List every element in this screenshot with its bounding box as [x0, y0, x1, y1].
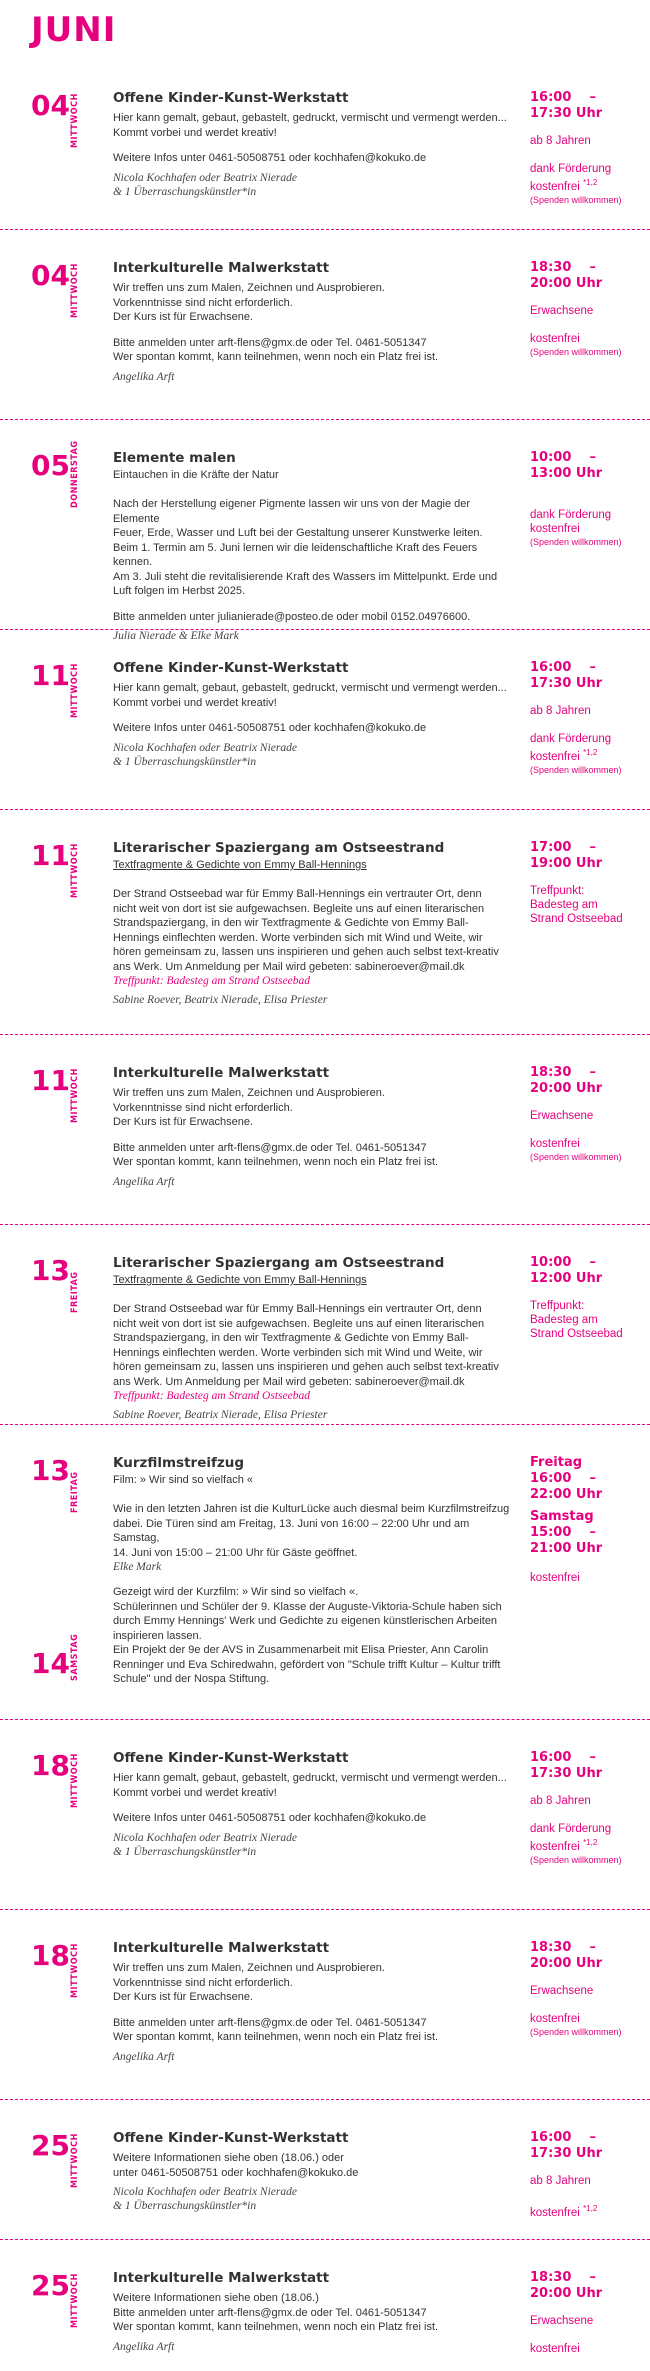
- event-author: Nicola Kochhafen oder Beatrix Nierade: [113, 1831, 297, 1844]
- event-content: [113, 1255, 513, 1422]
- donation-note: (Spenden willkommen): [530, 347, 622, 357]
- funding-note: dank Förderung: [530, 1823, 612, 1835]
- weekday-label: MITTWOCH: [70, 663, 80, 718]
- event-author: Nicola Kochhafen oder Beatrix Nierade: [113, 741, 297, 754]
- event-time: 16:00 – 17:30 Uhr: [530, 2130, 603, 2161]
- event-text-line: Strandspaziergang, in den wir Textfragmente & Gedichte von Emmy Ball-: [113, 917, 469, 929]
- side-note: Treffpunkt:: [530, 885, 585, 897]
- event-sidebar: [530, 2130, 640, 2220]
- event-subtitle: Eintauchen in die Kräfte der Natur: [113, 469, 279, 481]
- event-author: Angelika Arft: [113, 370, 175, 383]
- event-text-line: Weitere Informationen siehe oben (18.06.) oder: [113, 2152, 344, 2164]
- day-number: 05: [31, 449, 70, 482]
- event-block: [0, 60, 650, 230]
- event-author: Nicola Kochhafen oder Beatrix Nierade: [113, 171, 297, 184]
- event-sidebar: [530, 450, 640, 548]
- event-sidebar: [530, 2270, 640, 2356]
- event-text-line: Strandspaziergang, in den wir Textfragmente & Gedichte von Emmy Ball-: [113, 1332, 469, 1344]
- event-time: 10:00 – 13:00 Uhr: [530, 450, 603, 481]
- event-info-line: Wer spontan kommt, kann teilnehmen, wenn noch ein Platz frei ist.: [113, 1156, 439, 1168]
- weekday-label: MITTWOCH: [70, 263, 80, 318]
- event-text-line: Gezeigt wird der Kurzfilm: » Wir sind so vielfach «.: [113, 1586, 359, 1598]
- event-author: Angelika Arft: [113, 2050, 175, 2063]
- weekday-label: MITTWOCH: [70, 1753, 80, 1808]
- event-time: 17:00 – 19:00 Uhr: [530, 840, 603, 871]
- event-sidebar: [530, 90, 640, 206]
- event-author: & 1 Überraschungskünstler*in: [113, 1845, 257, 1858]
- event-time: 16:00 – 22:00 Uhr: [530, 1471, 603, 1502]
- event-text-line: Beim 1. Termin am 5. Juni lernen wir die leidenschaftliche Kraft des Feuers kennen.: [113, 541, 478, 568]
- event-subtitle: Textfragmente & Gedichte von Emmy Ball-Hennings: [113, 859, 367, 871]
- event-time: 16:00 – 17:30 Uhr: [530, 1750, 603, 1781]
- event-info-line: Weitere Infos unter 0461-50508751 oder kochhafen@kokuko.de: [113, 152, 427, 164]
- event-text-line: Kommt vorbei und werdet kreativ!: [113, 1786, 277, 1799]
- event-sidebar: [530, 840, 640, 926]
- event-title: Offene Kinder-Kunst-Werkstatt: [113, 660, 349, 676]
- event-text-line: Schule" und der Nospa Stiftung.: [113, 1673, 270, 1685]
- price-free-label: kostenfrei: [530, 1572, 580, 1584]
- event-time: 15:00 – 21:00 Uhr: [530, 1525, 603, 1556]
- event-title: Interkulturelle Malwerkstatt: [113, 260, 330, 276]
- event-text-line: Am 3. Juli steht die revitalisierende Kraft des Wassers im Mittelpunkt. Erde und: [113, 570, 498, 583]
- event-content: [113, 840, 513, 1007]
- event-text-line: unter 0461-50508751 oder kochhafen@kokuko.de: [113, 2166, 359, 2179]
- event-text-line: inspirieren lassen.: [113, 1629, 202, 1642]
- event-sidebar: [530, 1940, 640, 2038]
- side-note: Erwachsene: [530, 1985, 594, 1997]
- event-block: [0, 630, 650, 810]
- event-text-line: Hier kann gemalt, gebaut, gebastelt, gedruckt, vermischt und vermengt werden...: [113, 682, 507, 694]
- price-free: [530, 2012, 640, 2026]
- side-note: Badesteg am: [530, 899, 598, 911]
- price-free-label: kostenfrei: [530, 1840, 580, 1853]
- event-info-line: Wer spontan kommt, kann teilnehmen, wenn noch ein Platz frei ist.: [113, 351, 439, 363]
- event-text-line: Vorkenntnisse sind nicht erforderlich.: [113, 296, 293, 309]
- event-content: [113, 1940, 513, 2064]
- event-content: [113, 1750, 513, 1859]
- day-number: 11: [31, 1064, 70, 1097]
- side-note: Erwachsene: [530, 2315, 594, 2327]
- price-free: [530, 332, 640, 346]
- donation-note: (Spenden willkommen): [530, 194, 622, 205]
- day-label: Samstag: [530, 1509, 594, 1524]
- event-content: [113, 2270, 513, 2354]
- event-text-line: nicht weit von dort ist sie aufgewachsen. Begleite uns auf einen literarischen: [113, 902, 485, 915]
- day-number: 11: [31, 839, 70, 872]
- event-text-line: Wer spontan kommt, kann teilnehmen, wenn noch ein Platz frei ist.: [113, 2321, 439, 2333]
- weekday-label: MITTWOCH: [70, 93, 80, 148]
- side-note: Strand Ostseebad: [530, 913, 623, 925]
- event-text-line: Feuer, Erde, Wasser und Luft bei der Gestaltung unserer Kunstwerke leiten.: [113, 527, 483, 539]
- event-title: Offene Kinder-Kunst-Werkstatt: [113, 2130, 349, 2146]
- event-text-line: ans Werk. Um Anmeldung per Mail wird gebeten: sabineroever@mail.dk: [113, 960, 465, 973]
- side-note: ab 8 Jahren: [530, 135, 591, 147]
- month-heading: JUNI: [31, 10, 117, 50]
- event-text-line: nicht weit von dort ist sie aufgewachsen. Begleite uns auf einen literarischen: [113, 1317, 485, 1330]
- event-time: 16:00 – 17:30 Uhr: [530, 660, 603, 691]
- event-author: & 1 Überraschungskünstler*in: [113, 2200, 257, 2212]
- event-text-line: Nach der Herstellung eigener Pigmente lassen wir uns von der Magie der Elemente: [113, 498, 471, 525]
- footnote-marker: *1,2: [583, 748, 598, 757]
- price-free-label: kostenfrei: [530, 2343, 580, 2355]
- weekday-label: MITTWOCH: [70, 1068, 80, 1123]
- event-content: [113, 260, 513, 384]
- day-number: 18: [31, 1939, 70, 1972]
- price-free: [530, 746, 640, 764]
- event-title: Interkulturelle Malwerkstatt: [113, 1940, 330, 1956]
- day-number-second: 14: [31, 1647, 70, 1680]
- event-text-line: Der Kurs ist für Erwachsene.: [113, 311, 253, 323]
- day-number: 18: [31, 1749, 70, 1782]
- price-free-label: kostenfrei: [530, 333, 580, 345]
- event-time: 10:00 – 12:00 Uhr: [530, 1255, 603, 1286]
- day-number: 25: [31, 2129, 70, 2162]
- event-title: Offene Kinder-Kunst-Werkstatt: [113, 90, 349, 106]
- side-note: Badesteg am: [530, 1314, 598, 1326]
- event-text-line: 14. Juni von 15:00 – 21:00 Uhr für Gäste geöffnet.: [113, 1546, 358, 1559]
- event-sidebar: [530, 1455, 640, 1585]
- event-block: [0, 1720, 650, 1910]
- event-text-line: dabei. Die Türen sind am Freitag, 13. Juni von 16:00 – 22:00 Uhr und am Samstag,: [113, 1517, 470, 1544]
- event-text-line: Hennings einflechten werden. Worte verbinden sich mit Wind und Weite, wir: [113, 1346, 483, 1359]
- event-text-line: Wir treffen uns zum Malen, Zeichnen und Ausprobieren.: [113, 1962, 385, 1974]
- side-note: ab 8 Jahren: [530, 2175, 591, 2187]
- event-info-line: Weitere Infos unter 0461-50508751 oder kochhafen@kokuko.de: [113, 722, 427, 734]
- event-text-line: Renninger und Eva Schiredwahn, gefördert von "Schule trifft Kultur – Kultur trifft: [113, 1658, 501, 1671]
- side-note: Strand Ostseebad: [530, 1328, 623, 1340]
- event-sidebar: [530, 1750, 640, 1866]
- event-info-line: Bitte anmelden unter arft-flens@gmx.de oder Tel. 0461-5051347: [113, 336, 427, 349]
- event-content: [113, 450, 513, 643]
- event-text-line: hören gemeinsam zu, lassen uns inspirieren und gehen auch selbst text-kreativ: [113, 946, 499, 958]
- event-time: 18:30 – 20:00 Uhr: [530, 260, 603, 291]
- price-free-label: kostenfrei: [530, 1138, 580, 1150]
- event-time: 16:00 – 17:30 Uhr: [530, 90, 603, 121]
- event-text-line: Ein Projekt der 9e der AVS in Zusammenarbeit mit Elisa Priester, Ann Carolin: [113, 1644, 489, 1656]
- donation-note: (Spenden willkommen): [530, 1854, 622, 1865]
- event-title: Literarischer Spaziergang am Ostseestrand: [113, 840, 445, 856]
- event-info-line: Wer spontan kommt, kann teilnehmen, wenn noch ein Platz frei ist.: [113, 2031, 439, 2043]
- event-content: [113, 1065, 513, 1189]
- event-text-line: Wir treffen uns zum Malen, Zeichnen und Ausprobieren.: [113, 1087, 385, 1099]
- event-content: [113, 1455, 513, 1687]
- event-content: [113, 90, 513, 199]
- meeting-point: Treffpunkt: Badesteg am Strand Ostseebad: [113, 975, 310, 987]
- event-title: Elemente malen: [113, 450, 236, 466]
- price-free-label: kostenfrei: [530, 180, 580, 193]
- event-text-line: Der Kurs ist für Erwachsene.: [113, 1116, 253, 1128]
- event-text-line: Kommt vorbei und werdet kreativ!: [113, 696, 277, 709]
- event-sidebar: [530, 1255, 640, 1341]
- donation-note: (Spenden willkommen): [530, 2027, 622, 2037]
- event-title: Literarischer Spaziergang am Ostseestrand: [113, 1255, 445, 1271]
- footnote-marker: *1,2: [583, 178, 598, 187]
- event-text-line: ans Werk. Um Anmeldung per Mail wird gebeten: sabineroever@mail.dk: [113, 1375, 465, 1388]
- funding-note: dank Förderung: [530, 509, 612, 521]
- event-text-line: Wie in den letzten Jahren ist die KulturLücke auch diesmal beim Kurzfilmstreifzug: [113, 1503, 510, 1515]
- event-text-line: durch Emmy Hennings' Werk und Gedichte zu eigenen künstlerischen Arbeiten: [113, 1615, 498, 1627]
- price-free: [530, 176, 640, 194]
- event-text-line: Vorkenntnisse sind nicht erforderlich.: [113, 1976, 293, 1989]
- price-free: [530, 1137, 640, 1151]
- price-free: [530, 2342, 640, 2356]
- weekday-label: MITTWOCH: [70, 2273, 80, 2328]
- event-text-line: Hier kann gemalt, gebaut, gebastelt, gedruckt, vermischt und vermengt werden...: [113, 1772, 507, 1784]
- event-block: [0, 230, 650, 420]
- price-free-label: kostenfrei: [530, 2013, 580, 2025]
- weekday-label-second: SAMSTAG: [70, 1633, 80, 1681]
- event-text-line: Wir treffen uns zum Malen, Zeichnen und Ausprobieren.: [113, 282, 385, 294]
- side-note: ab 8 Jahren: [530, 705, 591, 717]
- price-free: [530, 1571, 640, 1585]
- event-text-line: Vorkenntnisse sind nicht erforderlich.: [113, 1101, 293, 1114]
- event-text-line: Bitte anmelden unter arft-flens@gmx.de oder Tel. 0461-5051347: [113, 2306, 427, 2319]
- event-info-line: Bitte anmelden unter julianierade@posteo.de oder mobil 0152.04976600.: [113, 610, 471, 623]
- event-block: [0, 2100, 650, 2240]
- weekday-label: MITTWOCH: [70, 1943, 80, 1998]
- funding-note: dank Förderung: [530, 733, 612, 745]
- event-time: 18:30 – 20:00 Uhr: [530, 1065, 603, 1096]
- event-time: 18:30 – 20:00 Uhr: [530, 2270, 603, 2301]
- event-block: [0, 1225, 650, 1425]
- event-author: Sabine Roever, Beatrix Nierade, Elisa Priester: [113, 994, 328, 1006]
- event-author: & 1 Überraschungskünstler*in: [113, 755, 257, 768]
- event-text-line: Der Strand Ostseebad war für Emmy Ball-Hennings ein vertrauter Ort, denn: [113, 1303, 482, 1315]
- event-text-line: hören gemeinsam zu, lassen uns inspirieren und gehen auch selbst text-kreativ: [113, 1361, 499, 1373]
- event-subtitle: Textfragmente & Gedichte von Emmy Ball-Hennings: [113, 1274, 367, 1286]
- event-author: & 1 Überraschungskünstler*in: [113, 185, 257, 198]
- event-block: [0, 1425, 650, 1720]
- footnote-marker: *1,2: [583, 2204, 598, 2213]
- weekday-label: DONNERSTAG: [70, 440, 80, 508]
- event-text-line: Hennings einflechten werden. Worte verbinden sich mit Wind und Weite, wir: [113, 931, 483, 944]
- event-title: Offene Kinder-Kunst-Werkstatt: [113, 1750, 349, 1766]
- event-text-line: Der Strand Ostseebad war für Emmy Ball-Hennings ein vertrauter Ort, denn: [113, 888, 482, 900]
- price-free: [530, 522, 640, 536]
- event-author: Julia Nierade & Elke Mark: [113, 630, 239, 642]
- event-block: [0, 420, 650, 642]
- weekday-label: MITTWOCH: [70, 843, 80, 898]
- side-note: Erwachsene: [530, 305, 594, 317]
- event-title: Interkulturelle Malwerkstatt: [113, 1065, 330, 1081]
- donation-note: (Spenden willkommen): [530, 1152, 622, 1162]
- event-author: Elke Mark: [113, 1561, 162, 1573]
- event-text-line: Luft folgen im Herbst 2025.: [113, 585, 246, 597]
- donation-note: (Spenden willkommen): [530, 764, 622, 775]
- event-title: Interkulturelle Malwerkstatt: [113, 2270, 330, 2286]
- price-free-label: kostenfrei: [530, 750, 580, 763]
- event-time: 18:30 – 20:00 Uhr: [530, 1940, 603, 1971]
- event-sidebar: [530, 1065, 640, 1163]
- event-content: [113, 2130, 513, 2213]
- event-text-line: Weitere Informationen siehe oben (18.06.): [113, 2292, 319, 2304]
- day-number: 13: [31, 1254, 70, 1287]
- weekday-label: FREITAG: [70, 1471, 80, 1513]
- event-text-line: Der Kurs ist für Erwachsene.: [113, 1991, 253, 2003]
- side-note: ab 8 Jahren: [530, 1795, 591, 1807]
- weekday-label: MITTWOCH: [70, 2133, 80, 2188]
- event-content: [113, 660, 513, 769]
- day-number: 13: [31, 1454, 70, 1487]
- price-free: [530, 1836, 640, 1854]
- price-free: [530, 2202, 640, 2220]
- event-text-line: Hier kann gemalt, gebaut, gebastelt, gedruckt, vermischt und vermengt werden...: [113, 112, 507, 124]
- footnote-marker: *1,2: [583, 1838, 598, 1847]
- event-info-line: Bitte anmelden unter arft-flens@gmx.de oder Tel. 0461-5051347: [113, 1141, 427, 1154]
- donation-note: (Spenden willkommen): [530, 537, 622, 547]
- event-title: Kurzfilmstreifzug: [113, 1455, 244, 1471]
- funding-note: dank Förderung: [530, 163, 612, 175]
- event-block: [0, 2240, 650, 2371]
- side-note: Erwachsene: [530, 1110, 594, 1122]
- day-label: Freitag: [530, 1455, 583, 1470]
- price-free-label: kostenfrei: [530, 2206, 580, 2219]
- meeting-point: Treffpunkt: Badesteg am Strand Ostseebad: [113, 1390, 310, 1402]
- event-author: Angelika Arft: [113, 2340, 175, 2353]
- event-subtitle: Film: » Wir sind so vielfach «: [113, 1474, 253, 1486]
- event-sidebar: [530, 260, 640, 358]
- day-number: 04: [31, 259, 70, 292]
- weekday-label: FREITAG: [70, 1271, 80, 1313]
- day-number: 25: [31, 2269, 70, 2302]
- event-author: Sabine Roever, Beatrix Nierade, Elisa Priester: [113, 1409, 328, 1421]
- event-text-line: Kommt vorbei und werdet kreativ!: [113, 126, 277, 139]
- side-note: Treffpunkt:: [530, 1300, 585, 1312]
- price-free-label: kostenfrei: [530, 523, 580, 535]
- event-block: [0, 810, 650, 1035]
- event-block: [0, 1035, 650, 1225]
- event-info-line: Weitere Infos unter 0461-50508751 oder kochhafen@kokuko.de: [113, 1812, 427, 1824]
- event-author: Nicola Kochhafen oder Beatrix Nierade: [113, 2186, 297, 2198]
- day-number: 04: [31, 89, 70, 122]
- event-block: [0, 1910, 650, 2100]
- day-number: 11: [31, 659, 70, 692]
- event-author: Angelika Arft: [113, 1175, 175, 1188]
- event-text-line: Schülerinnen und Schüler der 9. Klasse der Auguste-Viktoria-Schule haben sich: [113, 1600, 502, 1613]
- event-sidebar: [530, 660, 640, 776]
- event-info-line: Bitte anmelden unter arft-flens@gmx.de oder Tel. 0461-5051347: [113, 2016, 427, 2029]
